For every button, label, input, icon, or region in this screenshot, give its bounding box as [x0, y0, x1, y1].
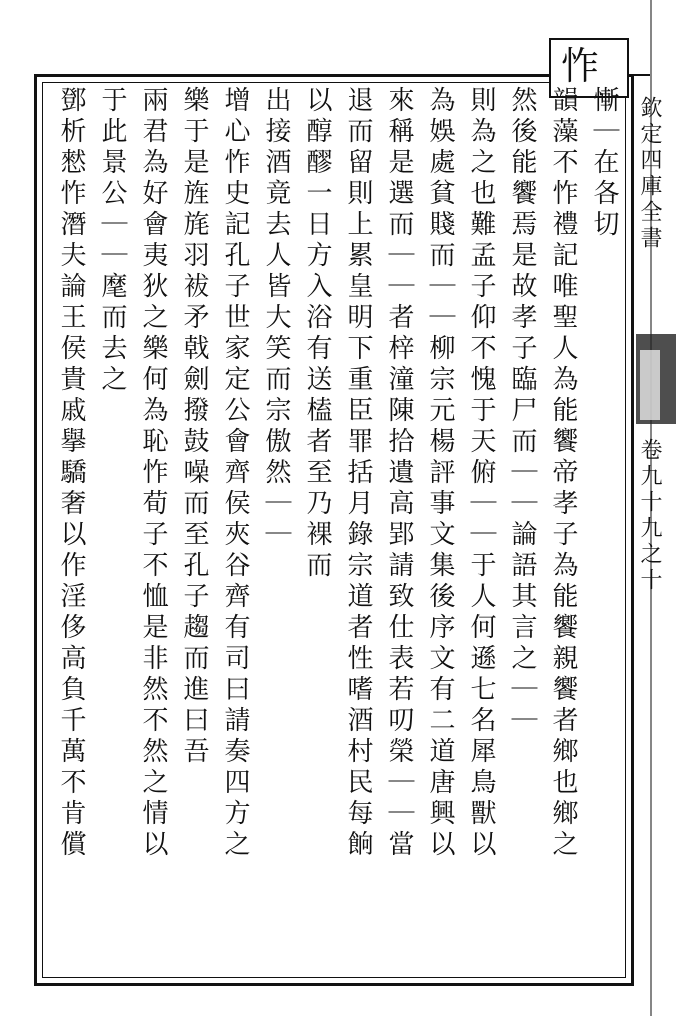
fishtail-inner: [640, 350, 660, 420]
margin-volume: 卷九十九之十: [637, 438, 662, 594]
entry-heading-char: 怍: [561, 44, 600, 88]
text-column: 增心怍史記孔子世家定公會齊侯夾谷齊有司曰請奏四方之: [220, 86, 250, 861]
text-column: 于此景公｜｜麾而去之: [97, 86, 127, 396]
text-column: 退而留則上累皇明下重臣罪括月錄宗道者性嗜酒村民每餉: [343, 86, 373, 861]
frame-tick: [630, 74, 650, 76]
text-column: 出接酒竟去人皆大笑而宗傲然｜｜: [261, 86, 291, 551]
text-column: 兩君為好會夷狄之樂何為恥怍荀子不恤是非然不然之情以: [138, 86, 168, 861]
text-column: 鄧析憖怍潛夫論王侯貴戚擧驕奢以作淫侈高負千萬不肯償: [56, 86, 86, 861]
margin-column: [636, 96, 670, 996]
text-column: 為娛處貧賤而｜｜柳宗元楊評事文集後序文有二道唐興以: [425, 86, 455, 861]
text-column: 慚｜在各切: [589, 86, 619, 241]
text-column: 然後能饗焉是故孝子臨尸而｜｜論語其言之｜｜: [507, 86, 537, 737]
text-column: 韻藻不怍禮記唯聖人為能饗帝孝子為能饗親饗者鄉也鄉之: [548, 86, 578, 861]
text-column: 來稱是選而｜｜者梓潼陳拾遺高郢請致仕表若叨榮｜｜當: [384, 86, 414, 861]
text-column: 則為之也難孟子仰不愧于天俯｜｜于人何遜七名犀鳥獸以: [466, 86, 496, 861]
margin-book-title: 欽定四庫全書: [637, 96, 662, 252]
text-columns: [46, 86, 624, 974]
text-column: 以醇醪一日方入浴有送榼者至乃裸而: [302, 86, 332, 582]
text-column: 樂于是旌旄羽袚矛戟劍撥鼓噪而至孔子趨而進曰吾: [179, 86, 209, 768]
